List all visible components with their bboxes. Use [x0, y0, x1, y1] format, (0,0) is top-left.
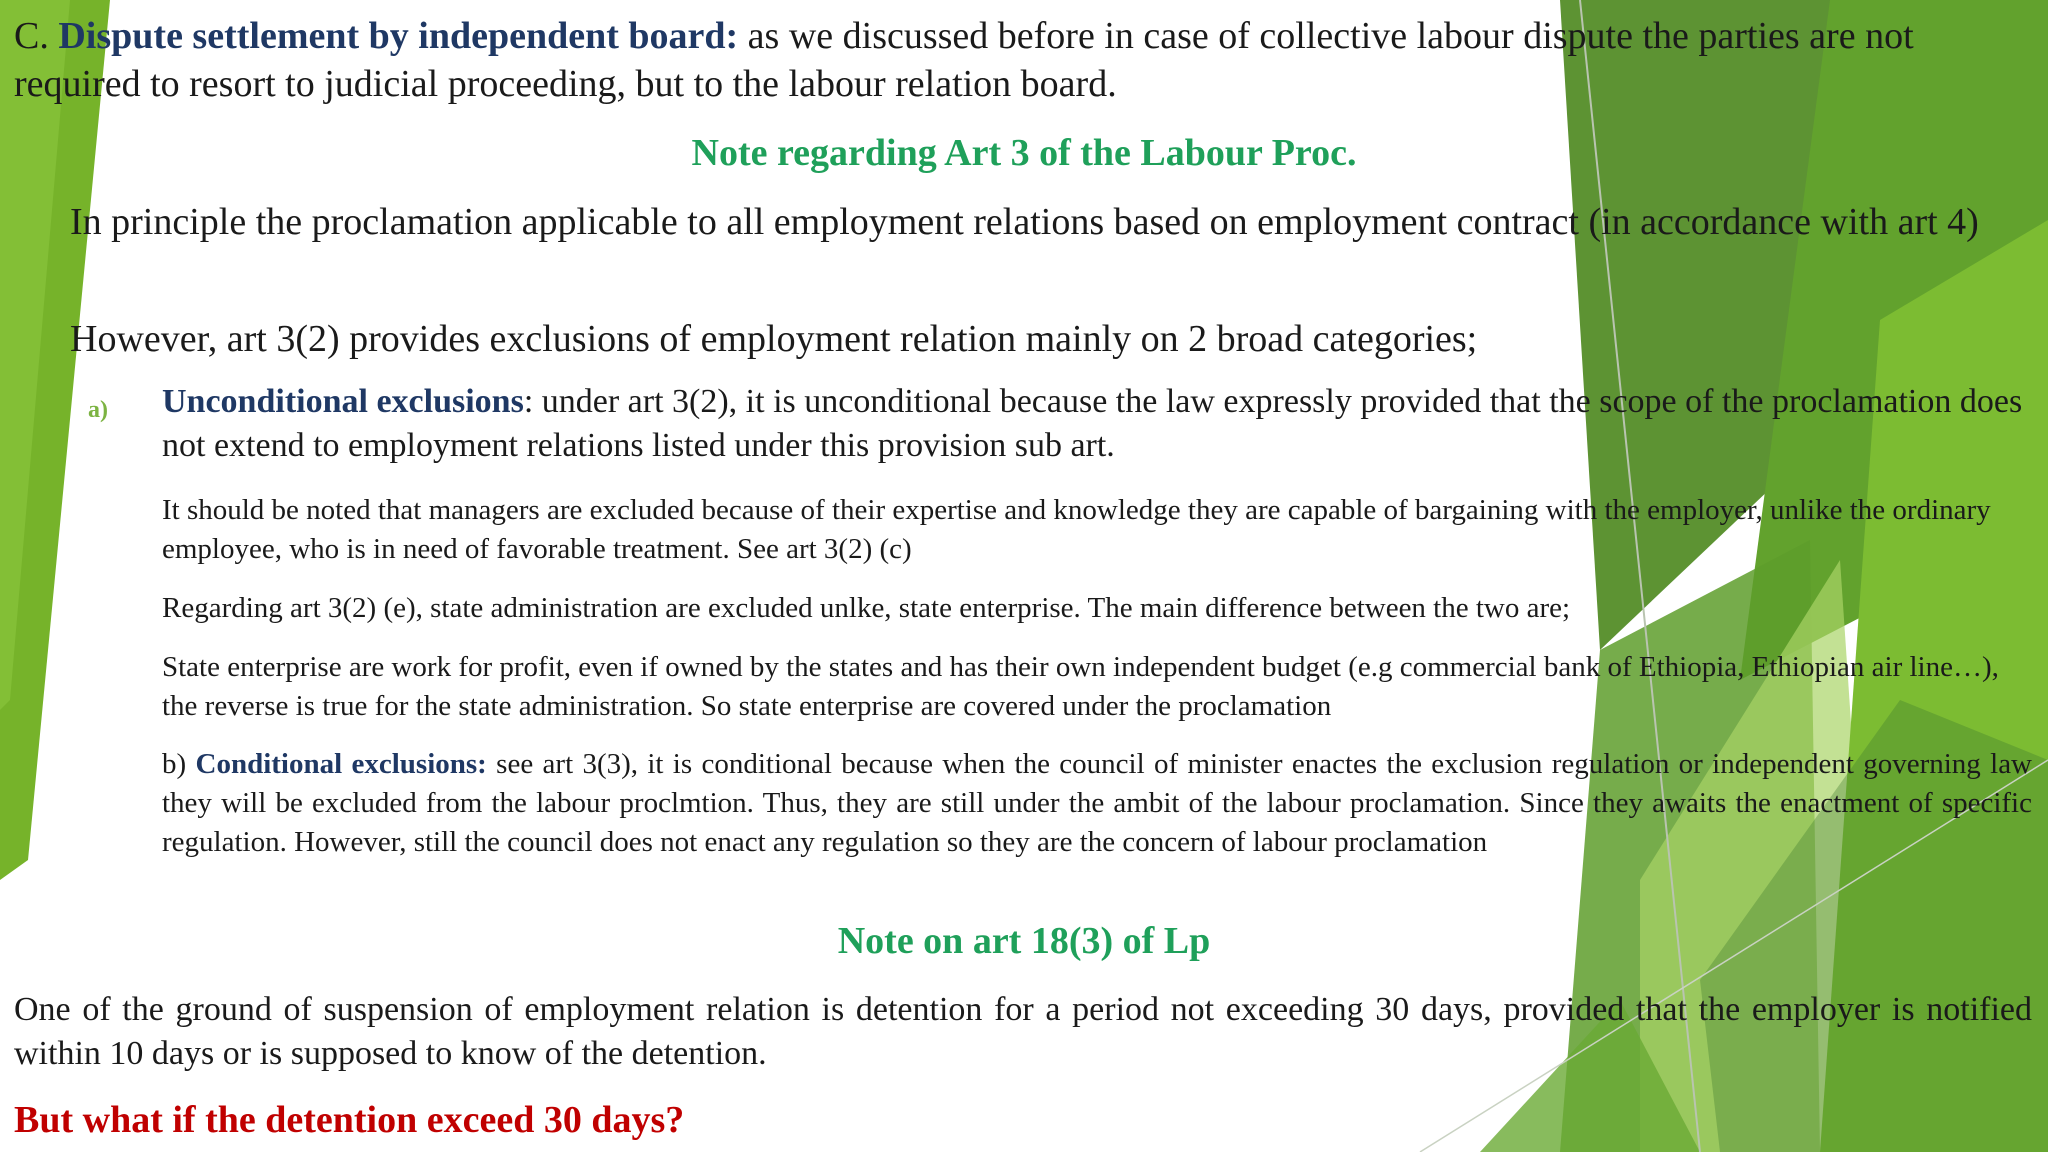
list-item-unconditional — [88, 380, 2028, 468]
unconditional-bold: Unconditional exclusions — [162, 383, 524, 420]
suspension-paragraph: One of the ground of suspension of employment relation is detention for a period not exceeding 30 days, provided that the employer is notified within 10 days or is supposed to know of the detention. — [14, 991, 2032, 1072]
conditional-text: see art 3(3), it is conditional because when the council of minister enactes the exclusion regulation or independent governing law they will be excluded from the labour proclmtion. Thus, they are still under the ambit of the labour proclamation. Since they awaits the enactment of specific regulation. However, still the council does not enact any regulation so they are the concern of labour proclamation — [162, 748, 2033, 858]
exclusions-intro-paragraph: However, art 3(2) provides exclusions of employment relation mainly on 2 broad categories; — [70, 318, 1478, 360]
managers-note: It should be noted that managers are excluded because of their expertise and knowledge they are capable of bargaining with the employer, unlike the ordinary employee, who is in need of favorable treatment. See art 3(2) (c) — [162, 494, 1991, 565]
para1-text: as we discussed before in case of collective labour dispute the parties are not required to resort to judicial proceeding, but to the labour relation board. — [14, 15, 1914, 105]
conditional-bold: Conditional exclusions: — [195, 748, 487, 780]
state-administration-note: Regarding art 3(2) (e), state administration are excluded unlke, state enterprise. The main difference between the two are; — [162, 592, 1571, 624]
state-enterprise-note: State enterprise are work for profit, even if owned by the states and has their own independent budget (e.g commercial bank of Ethiopia, Ethiopian air line…), the reverse is true for the state administration. So state enterprise are covered under the proclamation — [162, 651, 1999, 722]
detention-question: But what if the detention exceed 30 days? — [14, 1099, 685, 1141]
para1-prefix: C. — [14, 15, 59, 57]
list-item-text — [162, 380, 2028, 468]
conditional-exclusions-paragraph — [162, 745, 2032, 862]
heading-art3-note: Note regarding Art 3 of the Labour Proc. — [691, 132, 1357, 174]
dispute-settlement-paragraph — [14, 12, 2034, 108]
sub4-prefix: b) — [162, 748, 196, 780]
principle-paragraph: In principle the proclamation applicable to all employment relations based on employment contract (in accordance with art 4) — [70, 201, 1979, 243]
list-marker-a: a) — [88, 397, 108, 423]
para1-bold-title: Dispute settlement by independent board: — [58, 15, 739, 57]
unconditional-text: : under art 3(2), it is unconditional because the law expressly provided that the scope of the proclamation does not extend to employment relations listed under this provision sub art. — [162, 383, 2023, 464]
heading-art18-note: Note on art 18(3) of Lp — [837, 920, 1211, 962]
